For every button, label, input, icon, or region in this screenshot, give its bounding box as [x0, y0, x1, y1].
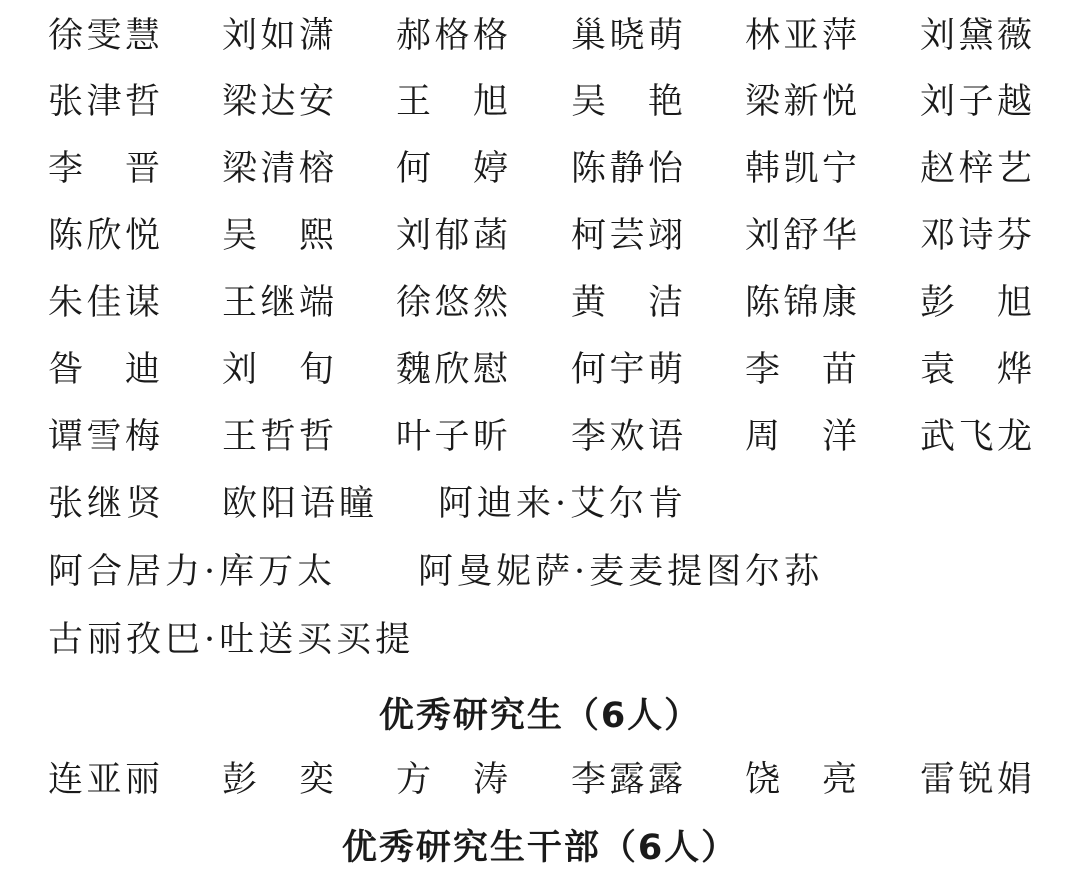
name-cell: 刘舒华 [745, 216, 857, 256]
name-cell: 刘如潇 [222, 16, 334, 56]
name-cell: 周 洋 [745, 417, 857, 457]
name-cell: 林亚萍 [745, 16, 857, 56]
name-cell: 张津哲 [48, 82, 160, 122]
name-cell: 刘 旬 [222, 350, 334, 390]
name-cell: 吴 熙 [222, 216, 334, 256]
name-cell: 刘子越 [920, 82, 1032, 122]
name-cell: 陈静怡 [571, 149, 683, 189]
name-cell: 饶 亮 [745, 760, 857, 800]
name-cell: 徐悠然 [396, 283, 508, 323]
section-heading-outstanding-graduate-cadres: 优秀研究生干部（6人） [341, 828, 739, 868]
name-cell: 方 涛 [396, 760, 508, 800]
name-cell: 彭 奕 [222, 760, 334, 800]
name-cell: 赵梓艺 [920, 149, 1032, 189]
name-cell: 阿曼妮萨·麦麦提图尔荪 [418, 552, 824, 592]
name-cell: 刘郁菡 [396, 216, 508, 256]
name-cell: 欧阳语瞳 [222, 484, 379, 524]
name-cell: 武飞龙 [920, 417, 1032, 457]
name-cell: 李 晋 [48, 149, 160, 189]
name-cell: 何宇萌 [571, 350, 683, 390]
name-cell: 古丽孜巴·吐送买买提 [48, 620, 415, 660]
name-cell: 李欢语 [571, 417, 683, 457]
name-cell: 雷锐娟 [920, 760, 1032, 800]
name-cell: 何 婷 [396, 149, 508, 189]
name-cell: 李露露 [571, 760, 683, 800]
name-cell: 魏欣慰 [396, 350, 508, 390]
name-cell: 阿迪来·艾尔肯 [438, 484, 688, 524]
name-cell: 王 旭 [396, 82, 508, 122]
name-row-2 [48, 74, 1048, 130]
name-row-9 [48, 544, 1048, 600]
name-cell: 梁新悦 [745, 82, 857, 122]
name-row-6 [48, 342, 1048, 398]
name-cell: 巢晓萌 [571, 16, 683, 56]
name-cell: 刘黛薇 [920, 16, 1032, 56]
name-cell: 韩凯宁 [745, 149, 857, 189]
name-cell: 陈欣悦 [48, 216, 160, 256]
name-cell: 郝格格 [396, 16, 508, 56]
name-cell: 谭雪梅 [48, 417, 160, 457]
name-row-10 [48, 612, 1048, 668]
name-cell: 王继端 [222, 283, 334, 323]
name-cell: 昝 迪 [48, 350, 160, 390]
name-cell: 陈锦康 [745, 283, 857, 323]
name-cell: 梁清榕 [222, 149, 334, 189]
name-row-4 [48, 208, 1048, 264]
name-cell: 黄 洁 [571, 283, 683, 323]
section-heading-outstanding-graduates: 优秀研究生（6人） [378, 696, 702, 736]
name-cell: 梁达安 [222, 82, 334, 122]
name-cell: 柯芸翊 [571, 216, 683, 256]
name-cell: 袁 烨 [920, 350, 1032, 390]
graduate-name-row [48, 752, 1048, 808]
name-row-1 [48, 8, 1048, 64]
name-row-3 [48, 141, 1048, 197]
name-cell: 李 苗 [745, 350, 857, 390]
name-cell: 吴 艳 [571, 82, 683, 122]
name-cell: 张继贤 [48, 484, 166, 524]
name-cell: 徐雯慧 [48, 16, 160, 56]
name-row-5 [48, 275, 1048, 331]
name-cell: 连亚丽 [48, 760, 160, 800]
name-cell: 王哲哲 [222, 417, 334, 457]
name-cell: 朱佳谋 [48, 283, 160, 323]
name-cell: 彭 旭 [920, 283, 1032, 323]
name-cell: 叶子昕 [396, 417, 508, 457]
name-row-8 [48, 476, 1048, 532]
name-cell: 阿合居力·库万太 [48, 552, 337, 592]
name-cell: 邓诗芬 [920, 216, 1032, 256]
name-row-7 [48, 409, 1048, 465]
